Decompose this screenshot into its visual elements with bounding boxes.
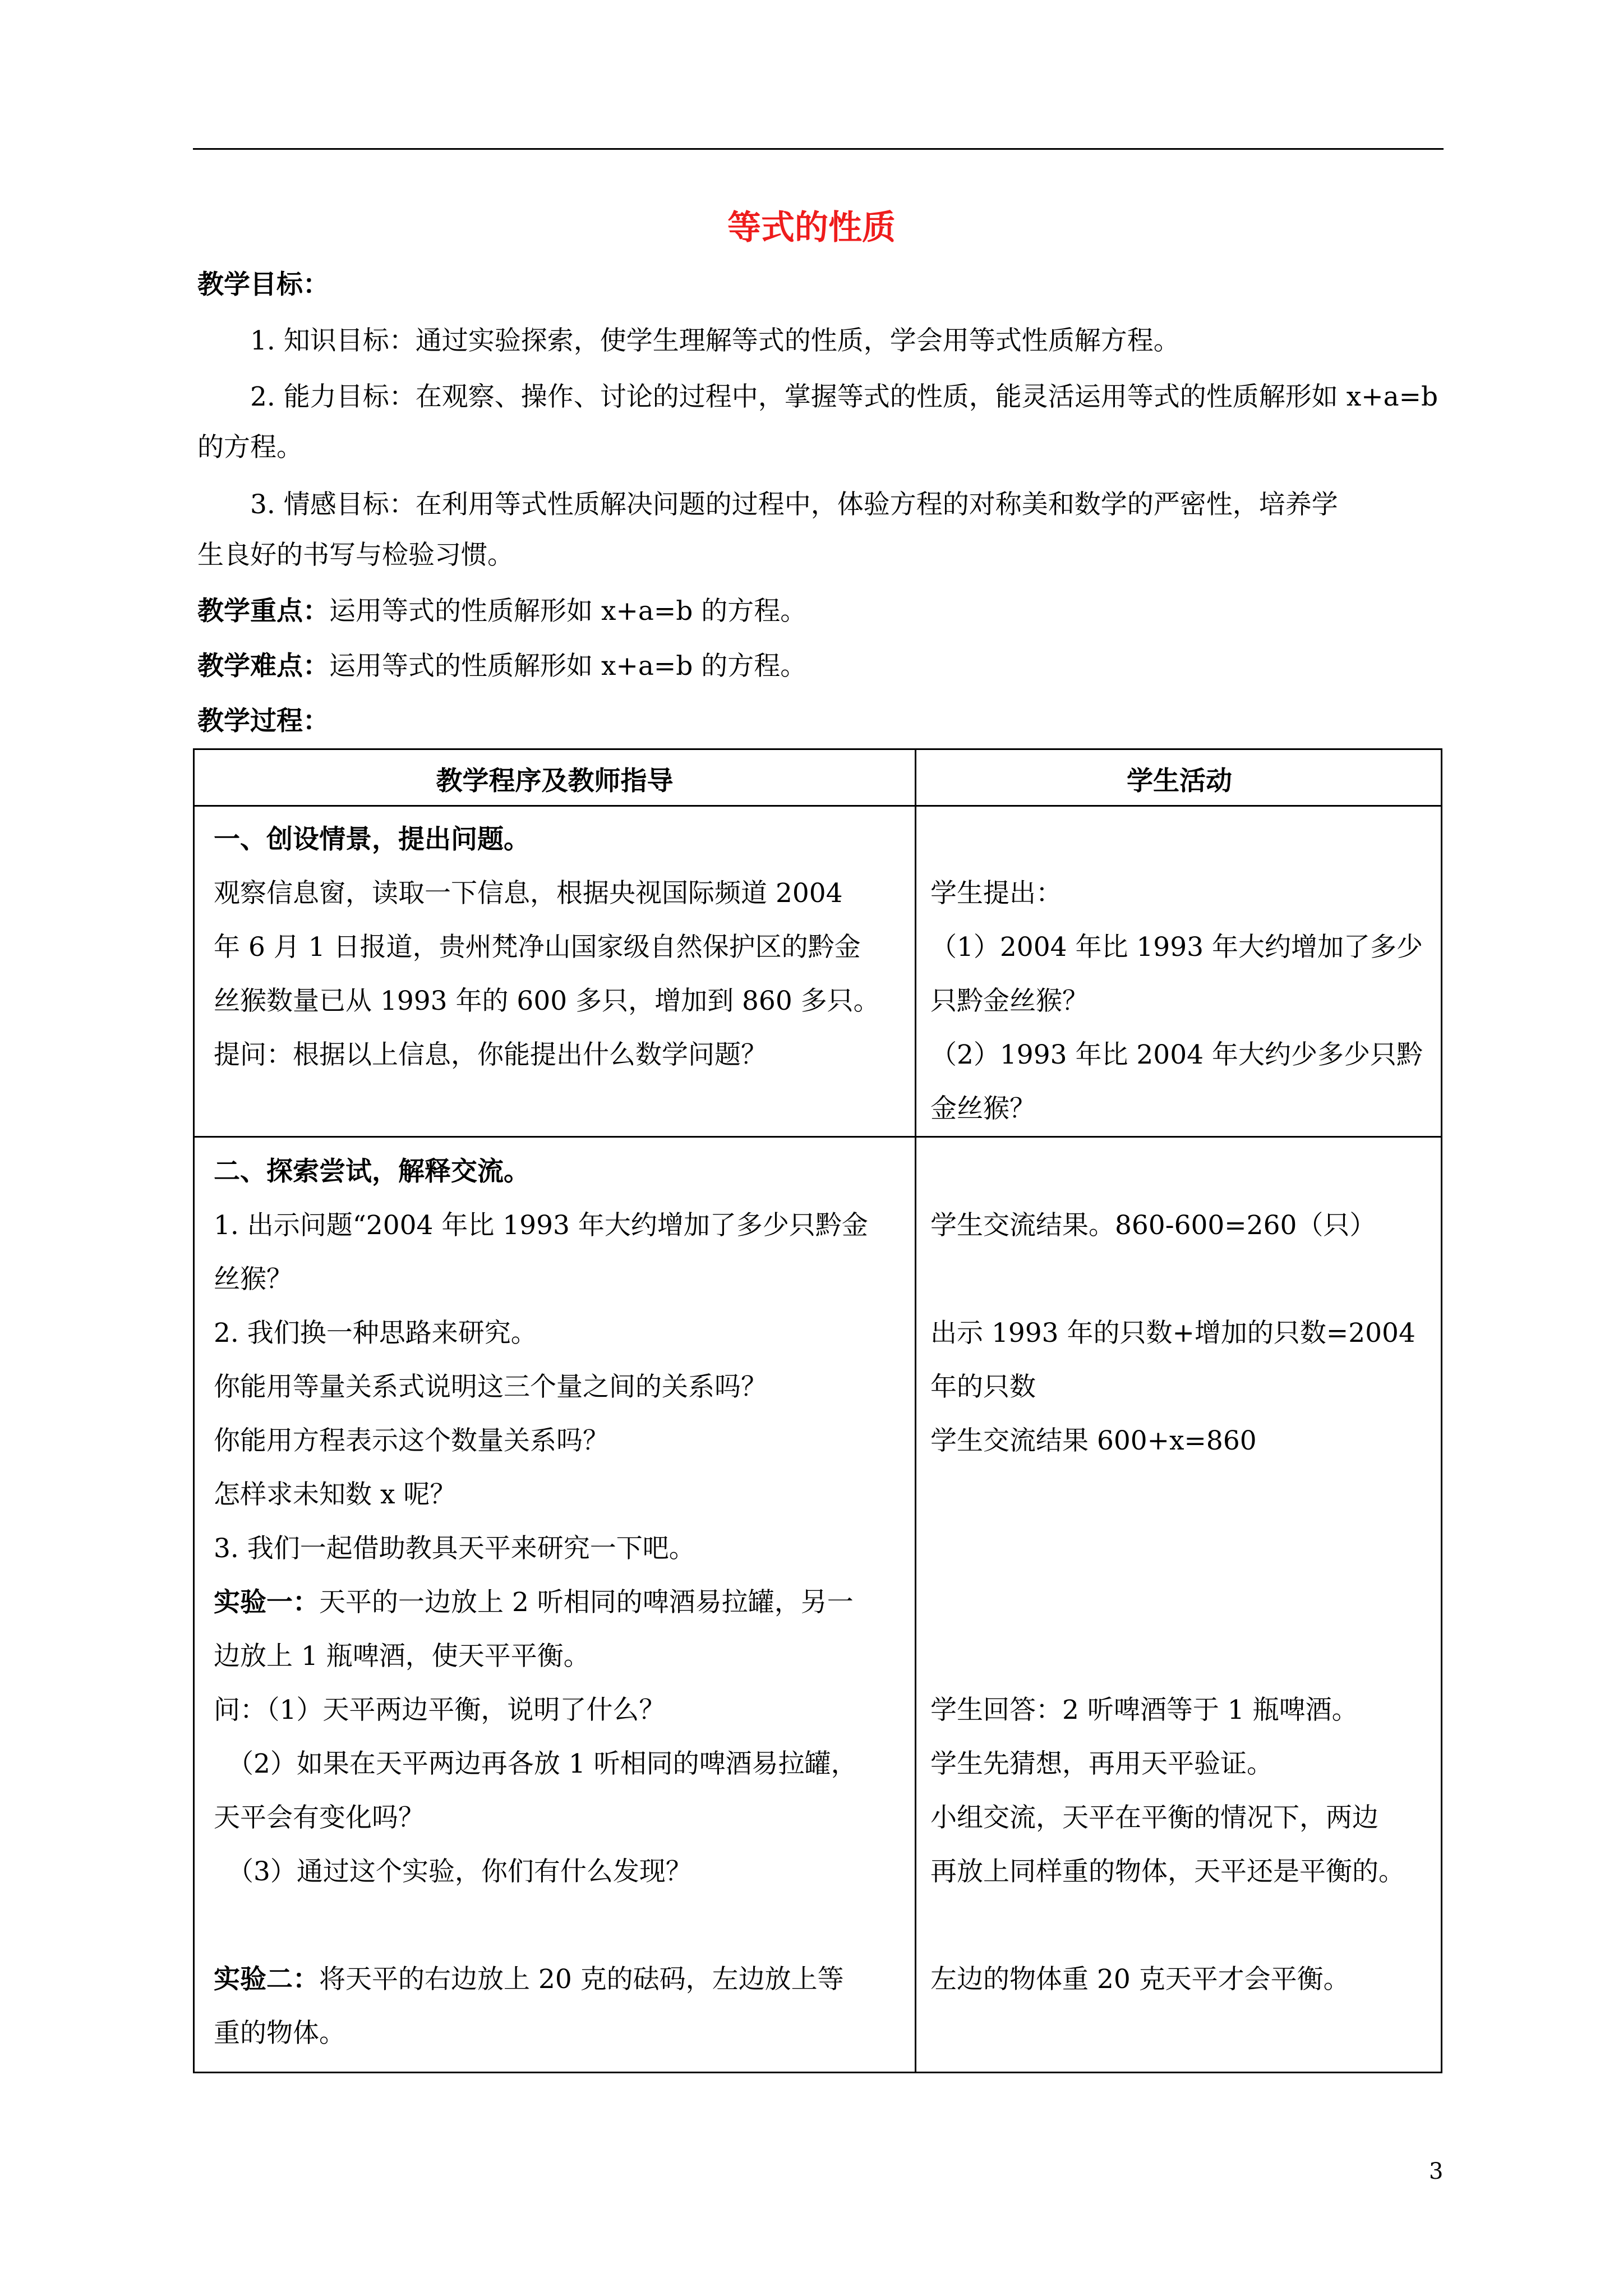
section2-right-line: 再放上同样重的物体，天平还是平衡的。 [930, 1856, 1405, 1887]
goal-emotion-line1: 3. 情感目标：在利用等式性质解决问题的过程中，体验方程的对称美和数学的严密性，培养学 [250, 489, 1338, 520]
goals-heading: 教学目标： [197, 269, 329, 300]
difficulty-label: 教学难点： [197, 651, 329, 682]
section2-right-line: 学生交流结果。860-600=260（只） [930, 1210, 1376, 1241]
section-divider [195, 1136, 1441, 1138]
column-header-student: 学生活动 [1127, 766, 1232, 797]
header-rule [193, 148, 1444, 150]
section2-right-line: 学生先猜想，再用天平验证。 [930, 1749, 1273, 1779]
section1-right-line: 学生提出： [930, 878, 1062, 909]
experiment2-line2: 重的物体。 [214, 2018, 345, 2049]
experiment1-line2: 边放上 1 瓶啤酒，使天平平衡。 [214, 1641, 590, 1672]
section1-left-line: 提问：根据以上信息，你能提出什么数学问题？ [214, 1039, 767, 1070]
goal-ability-line1: 2. 能力目标：在观察、操作、讨论的过程中，掌握等式的性质，能灵活运用等式的性质解形如 x+a=b [250, 381, 1438, 412]
difficulty-point [197, 645, 806, 688]
section1-right-line: （1）2004 年比 1993 年大约增加了多少 [930, 932, 1423, 963]
experiment1-text: 天平的一边放上 2 听相同的啤酒易拉罐，另一 [319, 1587, 854, 1618]
column-header-teacher: 教学程序及教师指导 [436, 766, 674, 797]
section2-right-line: 左边的物体重 20 克天平才会平衡。 [930, 1964, 1350, 1995]
section1-right-line: 金丝猴？ [930, 1093, 1036, 1124]
section2-heading: 二、探索尝试，解释交流。 [214, 1156, 530, 1187]
experiment1-label: 实验一： [214, 1587, 319, 1618]
question-line: （3）通过这个实验，你们有什么发现？ [227, 1856, 692, 1887]
section2-right-line: 学生回答：2 听啤酒等于 1 瓶啤酒。 [930, 1695, 1358, 1726]
section1-left-line: 年 6 月 1 日报道，贵州梵净山国家级自然保护区的黔金 [214, 932, 861, 963]
section2-left-line: 你能用等量关系式说明这三个量之间的关系吗？ [214, 1372, 767, 1402]
goal-emotion-line2: 生良好的书写与检验习惯。 [197, 540, 514, 570]
header-divider [195, 805, 1441, 807]
section2-left-line: 2. 我们换一种思路来研究。 [214, 1318, 537, 1349]
page-title: 等式的性质 [727, 208, 896, 247]
process-heading: 教学过程： [197, 706, 329, 737]
section2-right-line: 出示 1993 年的只数+增加的只数=2004 [930, 1318, 1415, 1349]
question-line: 天平会有变化吗？ [214, 1802, 425, 1833]
experiment2-label: 实验二： [214, 1964, 319, 1995]
question-line: （2）如果在天平两边再各放 1 听相同的啤酒易拉罐， [227, 1749, 857, 1779]
section1-left-line: 丝猴数量已从 1993 年的 600 多只，增加到 860 多只。 [214, 986, 880, 1016]
section1-heading: 一、创设情景，提出问题。 [214, 824, 530, 855]
section1-right-line: 只黔金丝猴？ [930, 986, 1089, 1016]
experiment1-line1 [214, 1586, 854, 1619]
page-number: 3 [1429, 2159, 1444, 2184]
section2-right-line: 小组交流，天平在平衡的情况下，两边 [930, 1802, 1378, 1833]
key-point-text: 运用等式的性质解形如 x+a=b 的方程。 [329, 596, 807, 627]
key-point-label: 教学重点： [197, 596, 329, 627]
section2-left-line: 丝猴？ [214, 1264, 293, 1295]
section1-left-line: 观察信息窗，读取一下信息，根据央视国际频道 2004 [214, 878, 843, 909]
section2-right-line: 学生交流结果 600+x=860 [930, 1425, 1257, 1456]
section2-left-line: 你能用方程表示这个数量关系吗？ [214, 1425, 609, 1456]
section1-right-line: （2）1993 年比 2004 年大约少多少只黔 [930, 1039, 1423, 1070]
section2-left-line: 怎样求未知数 x 呢？ [214, 1479, 457, 1510]
section2-right-line: 年的只数 [930, 1372, 1036, 1402]
goal-knowledge: 1. 知识目标：通过实验探索，使学生理解等式的性质，学会用等式性质解方程。 [250, 325, 1180, 356]
section2-left-line: 1. 出示问题“2004 年比 1993 年大约增加了多少只黔金 [214, 1210, 868, 1241]
goal-ability-line2: 的方程。 [197, 432, 303, 463]
section2-left-line: 3. 我们一起借助教具天平来研究一下吧。 [214, 1533, 695, 1564]
experiment2-line1 [214, 1963, 844, 1996]
column-divider [915, 750, 916, 2072]
question-line: 问：（1）天平两边平衡，说明了什么？ [214, 1695, 666, 1726]
process-table [193, 748, 1442, 2073]
key-point [197, 590, 806, 633]
experiment2-text: 将天平的右边放上 20 克的砝码，左边放上等 [319, 1964, 844, 1995]
difficulty-text: 运用等式的性质解形如 x+a=b 的方程。 [329, 651, 807, 682]
